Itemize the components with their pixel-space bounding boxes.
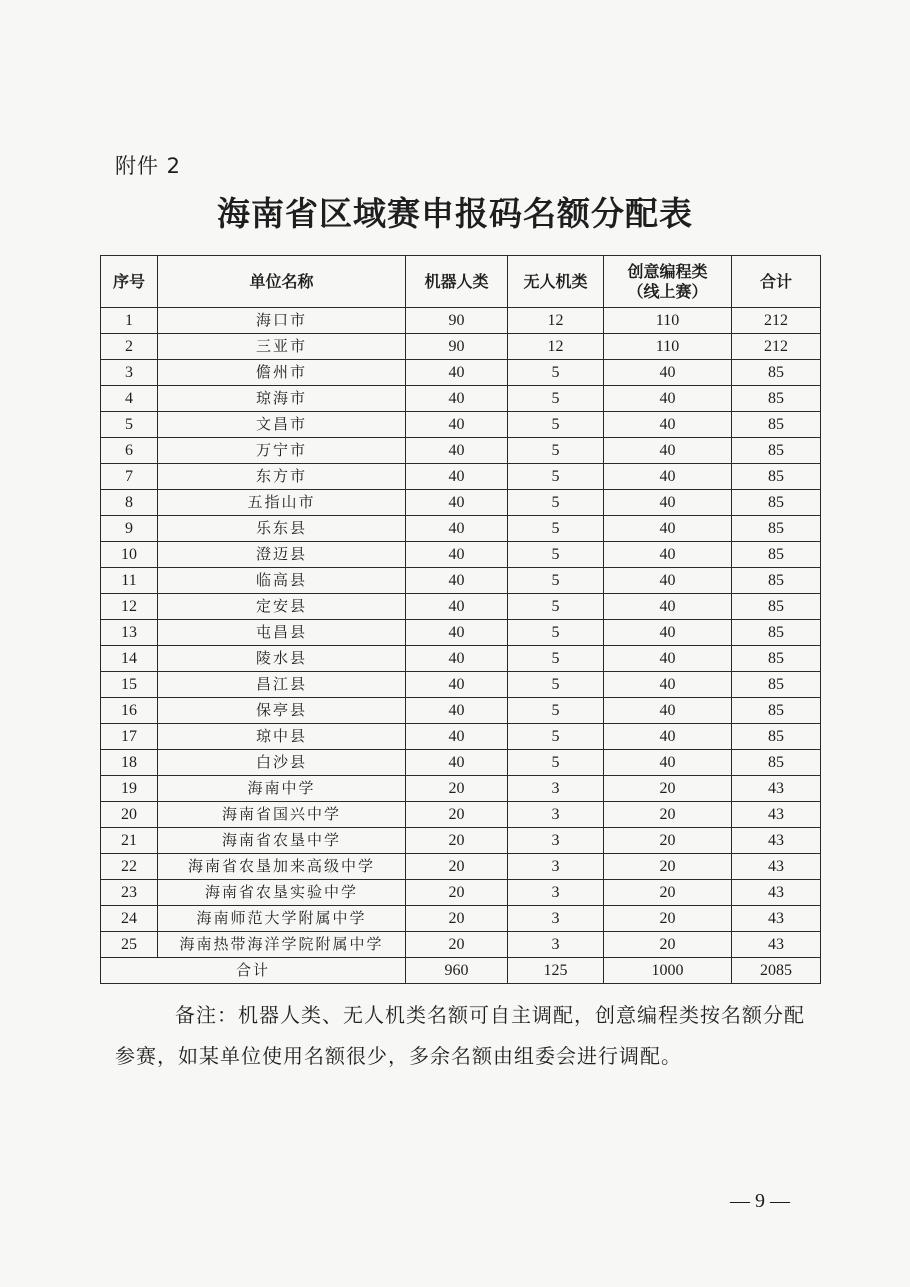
row-coding: 110 (604, 308, 732, 334)
row-total: 85 (732, 386, 821, 412)
row-unit: 海南中学 (158, 776, 406, 802)
row-total: 85 (732, 438, 821, 464)
row-unit: 三亚市 (158, 334, 406, 360)
row-robot: 40 (406, 594, 508, 620)
row-index: 24 (101, 906, 158, 932)
row-unit: 五指山市 (158, 490, 406, 516)
summary-total: 2085 (732, 958, 821, 984)
row-coding: 40 (604, 672, 732, 698)
table-row (101, 412, 821, 438)
summary-row (101, 958, 821, 984)
row-total: 85 (732, 568, 821, 594)
table-row (101, 750, 821, 776)
row-coding: 40 (604, 594, 732, 620)
row-unit: 陵水县 (158, 646, 406, 672)
row-unit: 澄迈县 (158, 542, 406, 568)
row-robot: 40 (406, 698, 508, 724)
row-robot: 40 (406, 568, 508, 594)
row-robot: 20 (406, 776, 508, 802)
summary-drone: 125 (508, 958, 604, 984)
row-robot: 40 (406, 620, 508, 646)
row-robot: 40 (406, 724, 508, 750)
row-robot: 40 (406, 672, 508, 698)
row-drone: 5 (508, 568, 604, 594)
row-robot: 40 (406, 438, 508, 464)
row-robot: 90 (406, 308, 508, 334)
row-unit: 临高县 (158, 568, 406, 594)
row-robot: 40 (406, 412, 508, 438)
header-unit: 单位名称 (158, 256, 406, 308)
row-unit: 海南省农垦中学 (158, 828, 406, 854)
row-robot: 20 (406, 880, 508, 906)
row-coding: 40 (604, 490, 732, 516)
row-unit: 儋州市 (158, 360, 406, 386)
row-index: 10 (101, 542, 158, 568)
row-drone: 12 (508, 334, 604, 360)
row-index: 1 (101, 308, 158, 334)
row-unit: 海南省农垦加来高级中学 (158, 854, 406, 880)
row-total: 43 (732, 776, 821, 802)
row-drone: 5 (508, 412, 604, 438)
row-drone: 5 (508, 386, 604, 412)
row-drone: 5 (508, 724, 604, 750)
row-drone: 5 (508, 516, 604, 542)
row-drone: 5 (508, 542, 604, 568)
row-robot: 90 (406, 334, 508, 360)
table-header-row (101, 256, 821, 308)
row-coding: 20 (604, 776, 732, 802)
row-index: 5 (101, 412, 158, 438)
header-coding-label: 创意编程类 (627, 261, 708, 281)
row-total: 212 (732, 308, 821, 334)
row-total: 85 (732, 646, 821, 672)
row-total: 43 (732, 802, 821, 828)
row-total: 43 (732, 854, 821, 880)
row-unit: 白沙县 (158, 750, 406, 776)
row-coding: 20 (604, 854, 732, 880)
row-total: 43 (732, 906, 821, 932)
row-robot: 40 (406, 516, 508, 542)
row-unit: 乐东县 (158, 516, 406, 542)
table-row (101, 386, 821, 412)
row-coding: 40 (604, 360, 732, 386)
summary-robot: 960 (406, 958, 508, 984)
row-drone: 3 (508, 880, 604, 906)
row-drone: 12 (508, 308, 604, 334)
row-unit: 昌江县 (158, 672, 406, 698)
row-robot: 40 (406, 360, 508, 386)
row-total: 85 (732, 542, 821, 568)
row-total: 43 (732, 828, 821, 854)
remark-note: 备注：机器人类、无人机类名额可自主调配，创意编程类按名额分配参赛，如某单位使用名额很少，多余名额由组委会进行调配。 (115, 1003, 805, 1068)
table-row (101, 438, 821, 464)
row-index: 3 (101, 360, 158, 386)
row-index: 13 (101, 620, 158, 646)
table-row (101, 594, 821, 620)
row-drone: 3 (508, 828, 604, 854)
row-index: 19 (101, 776, 158, 802)
row-drone: 5 (508, 360, 604, 386)
row-drone: 5 (508, 646, 604, 672)
table-row (101, 724, 821, 750)
header-coding (604, 256, 732, 308)
row-total: 85 (732, 724, 821, 750)
row-coding: 40 (604, 464, 732, 490)
row-robot: 20 (406, 906, 508, 932)
row-total: 85 (732, 412, 821, 438)
table-row (101, 568, 821, 594)
row-unit: 琼中县 (158, 724, 406, 750)
table-row (101, 620, 821, 646)
row-robot: 40 (406, 542, 508, 568)
row-robot: 20 (406, 932, 508, 958)
row-drone: 3 (508, 854, 604, 880)
attachment-label: 附件 2 (115, 154, 182, 178)
row-robot: 40 (406, 750, 508, 776)
row-unit: 海南热带海洋学院附属中学 (158, 932, 406, 958)
table-row (101, 698, 821, 724)
quota-allocation-table (100, 255, 821, 984)
row-coding: 20 (604, 802, 732, 828)
table-row (101, 932, 821, 958)
row-coding: 40 (604, 542, 732, 568)
row-coding: 40 (604, 750, 732, 776)
row-coding: 40 (604, 386, 732, 412)
summary-coding: 1000 (604, 958, 732, 984)
table-row (101, 542, 821, 568)
table-row (101, 854, 821, 880)
row-coding: 20 (604, 828, 732, 854)
row-drone: 3 (508, 802, 604, 828)
row-unit: 琼海市 (158, 386, 406, 412)
row-total: 85 (732, 516, 821, 542)
row-index: 18 (101, 750, 158, 776)
row-drone: 5 (508, 698, 604, 724)
row-robot: 20 (406, 854, 508, 880)
table-row (101, 360, 821, 386)
header-total: 合计 (732, 256, 821, 308)
row-unit: 万宁市 (158, 438, 406, 464)
row-unit: 东方市 (158, 464, 406, 490)
row-total: 85 (732, 360, 821, 386)
row-unit: 海南师范大学附属中学 (158, 906, 406, 932)
row-drone: 5 (508, 620, 604, 646)
row-total: 85 (732, 750, 821, 776)
row-robot: 20 (406, 828, 508, 854)
row-unit: 保亭县 (158, 698, 406, 724)
row-total: 85 (732, 672, 821, 698)
table-row (101, 334, 821, 360)
row-drone: 5 (508, 594, 604, 620)
row-index: 16 (101, 698, 158, 724)
header-drone: 无人机类 (508, 256, 604, 308)
row-index: 9 (101, 516, 158, 542)
table-row (101, 490, 821, 516)
row-index: 20 (101, 802, 158, 828)
table-row (101, 646, 821, 672)
row-drone: 5 (508, 464, 604, 490)
table-row (101, 464, 821, 490)
row-robot: 40 (406, 464, 508, 490)
table-row (101, 880, 821, 906)
row-robot: 40 (406, 490, 508, 516)
row-index: 8 (101, 490, 158, 516)
table-body (101, 308, 821, 958)
row-total: 43 (732, 880, 821, 906)
row-drone: 5 (508, 490, 604, 516)
row-coding: 20 (604, 906, 732, 932)
row-index: 25 (101, 932, 158, 958)
row-robot: 40 (406, 646, 508, 672)
header-index: 序号 (101, 256, 158, 308)
row-total: 212 (732, 334, 821, 360)
row-drone: 3 (508, 776, 604, 802)
row-coding: 20 (604, 932, 732, 958)
row-index: 6 (101, 438, 158, 464)
page-number: — 9 — (730, 1190, 790, 1212)
row-index: 11 (101, 568, 158, 594)
page-title: 海南省区域赛申报码名额分配表 (217, 194, 693, 233)
row-unit: 海南省国兴中学 (158, 802, 406, 828)
row-total: 85 (732, 620, 821, 646)
row-index: 12 (101, 594, 158, 620)
row-total: 85 (732, 464, 821, 490)
row-index: 15 (101, 672, 158, 698)
row-index: 14 (101, 646, 158, 672)
row-drone: 5 (508, 672, 604, 698)
row-drone: 5 (508, 438, 604, 464)
table-row (101, 802, 821, 828)
table-row (101, 516, 821, 542)
row-drone: 5 (508, 750, 604, 776)
row-coding: 40 (604, 438, 732, 464)
row-index: 2 (101, 334, 158, 360)
row-index: 4 (101, 386, 158, 412)
header-robot: 机器人类 (406, 256, 508, 308)
row-robot: 20 (406, 802, 508, 828)
row-coding: 40 (604, 646, 732, 672)
row-coding: 40 (604, 620, 732, 646)
row-coding: 110 (604, 334, 732, 360)
row-total: 85 (732, 490, 821, 516)
row-unit: 海口市 (158, 308, 406, 334)
table-row (101, 672, 821, 698)
table-row (101, 828, 821, 854)
row-coding: 40 (604, 412, 732, 438)
row-coding: 40 (604, 516, 732, 542)
row-coding: 40 (604, 724, 732, 750)
row-index: 7 (101, 464, 158, 490)
header-coding-sub: （线上赛） (627, 281, 708, 301)
table-row (101, 776, 821, 802)
row-unit: 屯昌县 (158, 620, 406, 646)
row-total: 85 (732, 594, 821, 620)
table-row (101, 308, 821, 334)
row-robot: 40 (406, 386, 508, 412)
row-coding: 20 (604, 880, 732, 906)
summary-label: 合计 (101, 958, 406, 984)
table-row (101, 906, 821, 932)
row-total: 85 (732, 698, 821, 724)
row-index: 23 (101, 880, 158, 906)
row-index: 17 (101, 724, 158, 750)
row-drone: 3 (508, 906, 604, 932)
row-index: 22 (101, 854, 158, 880)
row-unit: 定安县 (158, 594, 406, 620)
row-index: 21 (101, 828, 158, 854)
row-unit: 文昌市 (158, 412, 406, 438)
row-coding: 40 (604, 698, 732, 724)
row-drone: 3 (508, 932, 604, 958)
row-coding: 40 (604, 568, 732, 594)
row-unit: 海南省农垦实验中学 (158, 880, 406, 906)
row-total: 43 (732, 932, 821, 958)
